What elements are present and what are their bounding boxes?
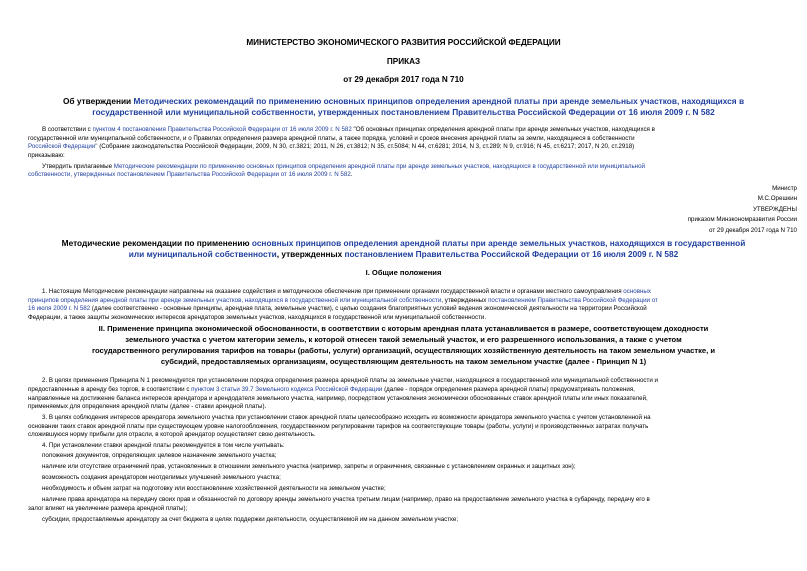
p2-line4: применяемых для определения арендной платы (далее - ставки арендной платы). xyxy=(28,403,267,410)
decree-link-tail[interactable]: Российской Федерации" xyxy=(28,143,98,150)
recommendations-title-line1 xyxy=(0,238,807,248)
p4-item5-line2: залог влияет на увеличение размера арендной платы); xyxy=(28,505,188,512)
p2-line3: направленные на достижение баланса интересов арендатора и арендодателя земельного участка, например, посредством установления экономически обоснованных ставок арендной платы или иных показателей, xyxy=(28,395,648,402)
approve-text: . xyxy=(350,171,353,178)
principles-link-p1-tail[interactable]: принципов определения арендной платы при аренде земельных участков, находящихся в государственной или муниципальной собственности xyxy=(28,297,442,304)
recommendations-title-line2 xyxy=(0,249,807,259)
signature-role: Министр xyxy=(772,185,797,192)
section2-heading-line4: субсидий, предоставляемых организациям, осуществляющим деятельность на таком земельном участке (далее - Принцип N 1) xyxy=(160,357,647,366)
section1-heading: I. Общие положения xyxy=(365,268,442,277)
p1-text: , утвержденных xyxy=(441,297,489,304)
p1-line2 xyxy=(28,297,658,305)
p4-item1: положения документов, определяющих целевое назначение земельного участка; xyxy=(42,452,277,459)
ministry-heading: МИНИСТЕРСТВО ЭКОНОМИЧЕСКОГО РАЗВИТИЯ РОССИЙСКОЙ ФЕДЕРАЦИИ xyxy=(246,38,561,47)
section2-heading-line2: земельного участка с учетом категории земель, к которой отнесен такой земельный участок, и его разрешенного использования, а также с учетом xyxy=(125,335,682,344)
recommendations-title-text: , утвержденных xyxy=(276,249,345,259)
p2-text: предоставленные в аренду без торгов, в соответствии с xyxy=(28,386,192,393)
decree-link-p1-tail[interactable]: 16 июля 2009 г. N 582 xyxy=(28,305,91,312)
preamble-line3 xyxy=(28,143,634,151)
approve-text: Утвердить прилагаемые xyxy=(42,163,114,170)
order-title-line2[interactable]: государственной или муниципальной собственности, утвержденных постановлением Правительства Российской Федерации от 16 июля 2009 г. N 582 xyxy=(92,107,715,117)
recommendations-link-tail[interactable]: собственности, утвержденных постановлением Правительства Российской Федерации от 16 июля 2009 г. N 582 xyxy=(28,171,351,178)
recommendations-title-text: Методические рекомендации по применению xyxy=(61,238,252,248)
signature-name: М.С.Орешкин xyxy=(757,195,797,202)
p4-item6: субсидии, предоставляемые арендатору за счет бюджета в целях поддержки деятельности, осуществляемой им на данном земельном участке; xyxy=(42,516,459,523)
p4-line0: 4. При установлении ставки арендной платы рекомендуется в том числе учитывать: xyxy=(42,442,285,449)
p1-text: 1. Настоящие Методические рекомендации направлены на оказание содействия и методическое обеспечение при применении органами государственной власти и органами местного самоуправления xyxy=(42,288,624,295)
p2-line1: 2. В целях применения Принципа N 1 рекомендуется при установлении порядка определения размера арендной платы за земельные участки, находящиеся в государственной или муниципальной собственности и xyxy=(42,377,658,384)
preamble-line4: приказываю: xyxy=(28,152,65,159)
p2-line2 xyxy=(28,386,635,394)
preamble-line1 xyxy=(42,126,655,134)
doc-type-heading: ПРИКАЗ xyxy=(386,57,421,66)
preamble-text: В соответствии с xyxy=(42,126,93,133)
preamble-line2: государственной или муниципальной собственности, и о Правилах определения размера арендной платы, а также порядка, условий и сроков внесения арендной платы за земли, находящиеся в собственности xyxy=(28,135,635,142)
p3-line2: основании таких ставок арендной платы при существующем уровне налогообложения, государственном регулировании тарифов на соответствующие товары (работы, услуги) и производственных затратах получать xyxy=(28,423,649,430)
p1-line4: Федерации, а также защиты экономических интересов арендаторов земельных участков, находящихся в государственной или муниципальной собственности. xyxy=(28,314,487,321)
p2-text: (далее - порядок определения размера арендной платы) предусматривать положения, xyxy=(382,386,635,393)
land-code-link[interactable]: пунктом 3 статьи 39.7 Земельного кодекса Российской Федерации xyxy=(191,386,383,393)
section2-heading-line3: государственного регулирования тарифов на товары (работы, услуги) организаций, осуществляющих хозяйственную деятельность на таком земельном участке, и xyxy=(91,346,716,355)
p4-item2: наличие или отсутствие ограничений прав, установленных в отношении земельного участка (например, запреты и ограничения, связанные с установлением охранных и защитных зон); xyxy=(42,463,576,470)
approved-date: от 29 декабря 2017 года N 710 xyxy=(709,227,797,234)
section2-heading-line1: II. Применение принципа экономической обоснованности, в соответствии с которым арендная плата устанавливается в размере, соответствующем доходности xyxy=(98,324,709,333)
order-title-link[interactable]: Методических рекомендаций по применению основных принципов определения арендной платы при аренде земельных участков, находящихся в xyxy=(133,96,745,106)
preamble-text: (Собрание законодательства Российской Федерации, 2009, N 30, ст.3821; 2011, N 26, ст.3812; N 35, ст.5084; N 44, ст.6281; 2014, N 3, ст.289; N 9, ст.916; N 45, ст.6217; 2017, N 20, ст.2918) xyxy=(97,143,635,150)
p3-line3: сложившуюся норму прибыли для отрасли, в которой арендатор осуществляет свою деятельность. xyxy=(28,431,316,438)
p3-line1: 3. В целях соблюдения интересов арендатора земельного участка при установлении ставок арендной платы целесообразно исходить из возможности арендатора земельного участка с учетом установленной на xyxy=(42,414,651,421)
principles-link[interactable]: основных принципов определения арендной платы при аренде земельных участков, находящихся в государственной xyxy=(251,238,746,248)
order-title-prefix: Об утверждении xyxy=(62,96,134,106)
decree-link-p1[interactable]: постановлением Правительства Российской Федерации от xyxy=(488,297,658,304)
p4-item4: необходимость и объем затрат на подготовку или восстановление хозяйственной деятельности на земельном участке; xyxy=(42,485,386,492)
p4-item3: возможность создания арендатором неотделимых улучшений земельного участка; xyxy=(42,474,281,481)
principles-link-p1[interactable]: основных xyxy=(623,288,651,295)
approve-line1 xyxy=(42,163,645,171)
decree-link[interactable]: пунктом 4 постановления Правительства Российской Федерации от 16 июля 2009 г. N 582 xyxy=(92,126,352,133)
preamble-text: "Об основных принципах определения арендной платы при аренде земельных участков, находящихся в xyxy=(351,126,655,133)
doc-date-heading: от 29 декабря 2017 года N 710 xyxy=(343,75,464,84)
principles-link-tail[interactable]: или муниципальной собственности xyxy=(128,249,277,259)
approved-by-order: приказом Минэкономразвития России xyxy=(687,216,797,223)
p4-item5-line1: наличие права арендатора на передачу своих прав и обязанностей по договору аренды земельного участка третьим лицам (например, право на предоставление земельного участка в субаренду, передачу его в xyxy=(42,496,650,503)
order-title-line1 xyxy=(0,96,807,106)
recommendations-link[interactable]: Методические рекомендации по применению основных принципов определения арендной платы при аренде земельных участков, находящихся в государственной или муниципальной xyxy=(113,163,645,170)
p1-line3 xyxy=(28,305,647,313)
approved-label: УТВЕРЖДЕНЫ xyxy=(753,206,797,213)
decree-link-title[interactable]: постановлением Правительства Российской Федерации от 16 июля 2009 г. N 582 xyxy=(344,249,679,259)
p1-text: (далее соответственно - основные принципы, арендная плата, земельные участки), с целью создания благоприятных условий ведения экономической деятельности на территории Российской xyxy=(90,305,647,312)
approve-line2 xyxy=(28,171,353,179)
p1-line1 xyxy=(42,288,651,296)
